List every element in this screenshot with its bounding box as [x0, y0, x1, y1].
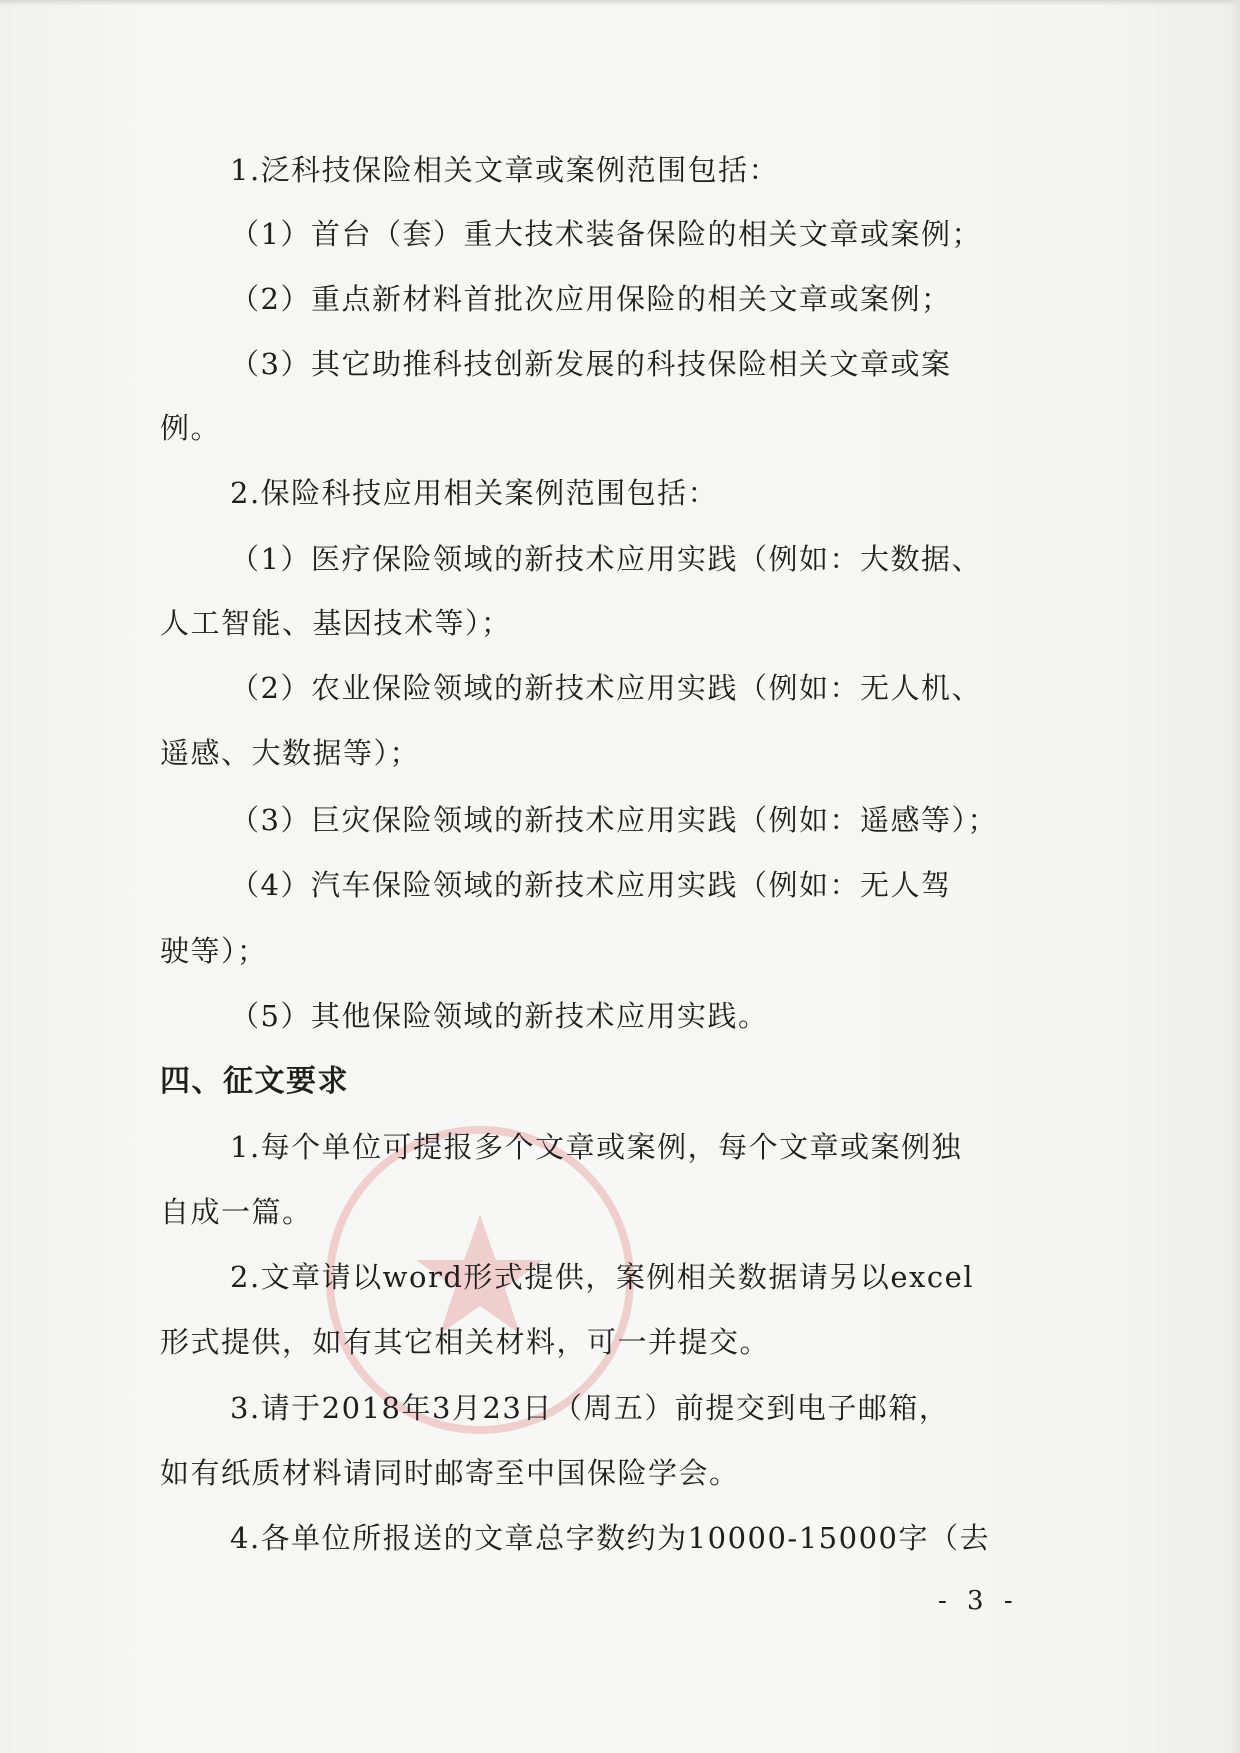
scope-item-1-1: （1）首台（套）重大技术装备保险的相关文章或案例； — [230, 217, 982, 251]
scope-item-2-5: （5）其他保险领域的新技术应用实践。 — [230, 999, 769, 1033]
scope-item-2-1: （1）医疗保险领域的新技术应用实践（例如：大数据、 — [230, 542, 982, 576]
scope-heading-2: 2.保险科技应用相关案例范围包括： — [230, 476, 719, 510]
scan-right-edge — [1230, 0, 1240, 1753]
scope-item-2-3: （3）巨灾保险领域的新技术应用实践（例如：遥感等）； — [230, 803, 998, 837]
scope-item-2-2-cont: 遥感、大数据等）； — [160, 736, 421, 770]
requirement-3-cont: 如有纸质材料请同时邮寄至中国保险学会。 — [160, 1456, 740, 1490]
scope-item-1-2: （2）重点新材料首批次应用保险的相关文章或案例； — [230, 282, 952, 316]
page-number: - 3 - — [938, 1586, 1019, 1616]
scope-item-2-2: （2）农业保险领域的新技术应用实践（例如：无人机、 — [230, 671, 982, 705]
requirement-1-cont: 自成一篇。 — [160, 1195, 313, 1229]
scope-heading-1: 1.泛科技保险相关文章或案例范围包括： — [230, 153, 780, 187]
requirement-4: 4.各单位所报送的文章总字数约为10000-15000字（去 — [230, 1521, 990, 1555]
requirement-3: 3.请于2018年3月23日（周五）前提交到电子邮箱， — [230, 1391, 950, 1425]
scope-item-2-1-cont: 人工智能、基因技术等）； — [160, 606, 512, 640]
scope-item-2-4-cont: 驶等）； — [160, 934, 268, 968]
scope-item-2-4: （4）汽车保险领域的新技术应用实践（例如：无人驾 — [230, 868, 952, 902]
section-heading: 四、征文要求 — [160, 1064, 349, 1099]
scan-top-edge — [0, 0, 1240, 6]
scope-item-1-3-cont: 例。 — [160, 411, 222, 445]
requirement-1: 1.每个单位可提报多个文章或案例，每个文章或案例独 — [230, 1130, 963, 1164]
scope-item-1-3: （3）其它助推科技创新发展的科技保险相关文章或案 — [230, 347, 952, 381]
requirement-2: 2.文章请以word形式提供，案例相关数据请另以excel — [230, 1260, 975, 1294]
requirement-2-cont: 形式提供，如有其它相关材料，可一并提交。 — [160, 1325, 771, 1359]
